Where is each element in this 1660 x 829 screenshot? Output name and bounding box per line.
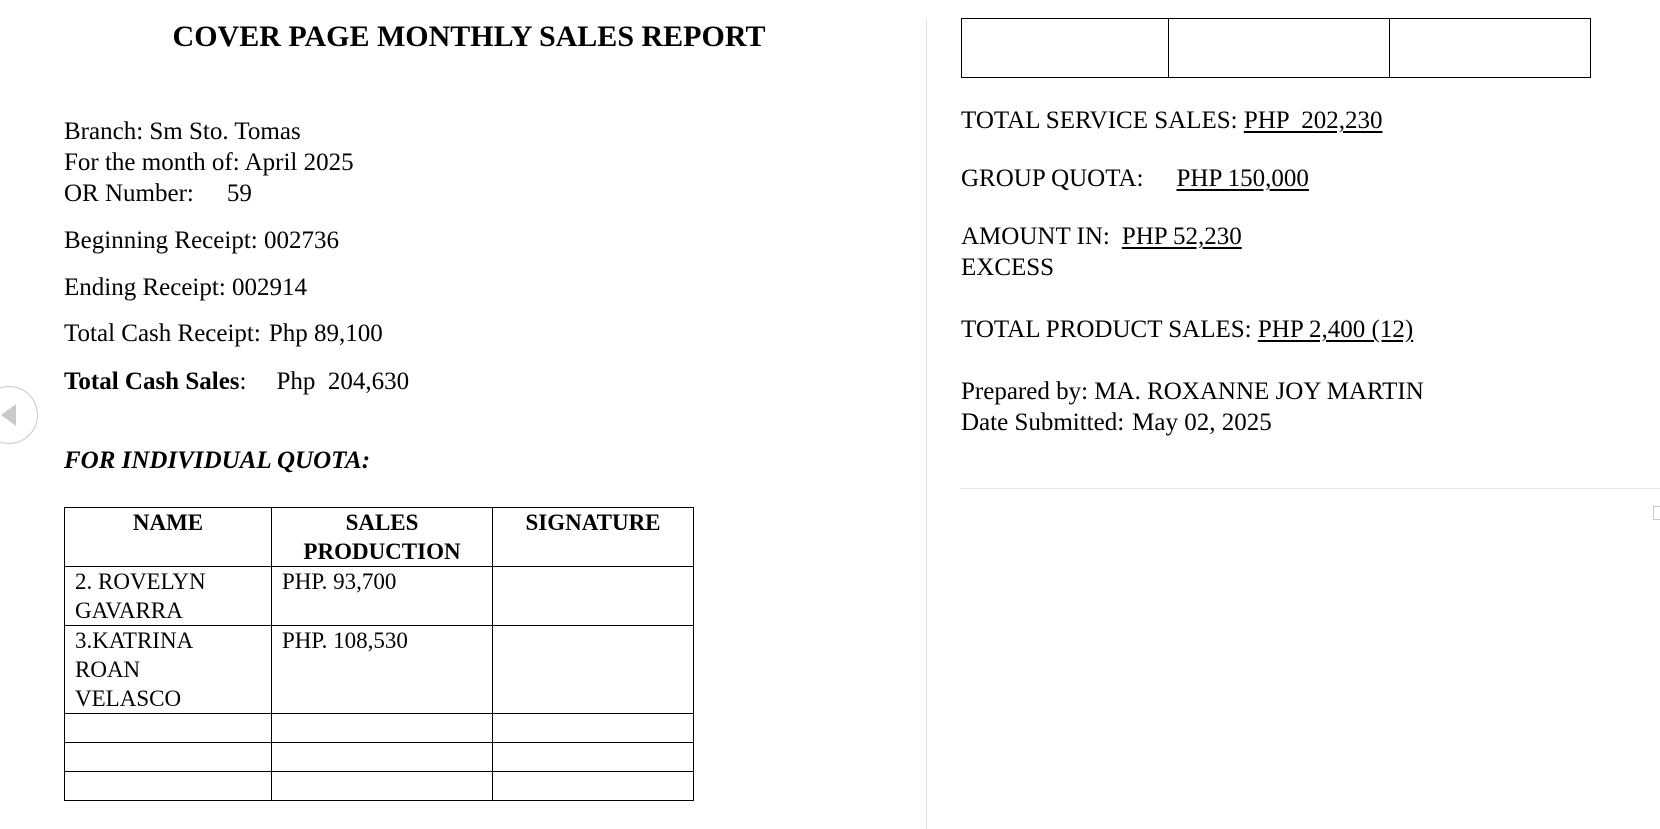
header-sales-line2: PRODUCTION: [303, 539, 461, 564]
or-number-line: [64, 178, 252, 209]
amount-in-line: [961, 221, 1242, 252]
date-submitted-value: May 02, 2025: [1132, 409, 1272, 436]
month-line: [64, 147, 354, 178]
name-cell: [65, 626, 272, 714]
section-divider: [961, 488, 1660, 489]
header-sales-line1: SALES: [345, 510, 419, 535]
amount-in-label: AMOUNT IN:: [961, 223, 1110, 250]
empty-cell: [272, 743, 493, 772]
branch-line: [64, 116, 301, 147]
total-cash-sales-colon: :: [239, 368, 247, 395]
individual-quota-table: [64, 507, 694, 801]
table-row: [65, 567, 694, 626]
name-line2: GAVARRA: [75, 598, 183, 623]
name-line1: 2. ROVELYN: [75, 569, 206, 594]
beginning-receipt-value: 002736: [263, 227, 339, 254]
empty-cell: [65, 714, 272, 743]
date-submitted-line: [961, 407, 1272, 438]
excess-label: EXCESS: [961, 254, 1055, 281]
amount-in-value: PHP 52,230: [1121, 223, 1242, 250]
total-cash-receipt-line: [64, 318, 383, 349]
carryover-table: [961, 18, 1591, 78]
prepared-by-value: MA. ROXANNE JOY MARTIN: [1094, 378, 1424, 405]
prepared-by-label: Prepared by:: [961, 378, 1089, 405]
empty-cell: [962, 19, 1169, 78]
ending-receipt-label: Ending Receipt:: [64, 274, 226, 301]
sales-cell: PHP. 93,700: [272, 567, 493, 626]
empty-cell: [65, 743, 272, 772]
chevron-left-icon[interactable]: [0, 386, 38, 444]
total-product-sales-line: [961, 314, 1413, 345]
total-service-sales-value: PHP 202,230: [1243, 107, 1383, 134]
empty-cell: [493, 714, 694, 743]
table-header-row: [65, 508, 694, 567]
total-cash-receipt-label: Total Cash Receipt:: [64, 320, 261, 347]
date-submitted-label: Date Submitted:: [961, 409, 1125, 436]
group-quota-value: PHP 150,000: [1176, 165, 1309, 192]
total-cash-sales-value: Php 204,630: [276, 368, 410, 395]
month-label: For the month of:: [64, 149, 240, 176]
empty-cell: [493, 743, 694, 772]
empty-cell: [1390, 19, 1591, 78]
table-row: [962, 19, 1591, 78]
ending-receipt-value: 002914: [232, 274, 308, 301]
branch-value: Sm Sto. Tomas: [149, 118, 301, 145]
or-number-label: OR Number:: [64, 180, 194, 207]
total-cash-receipt-value: Php 89,100: [268, 320, 383, 347]
empty-table-row: [65, 772, 694, 801]
ending-receipt-line: [64, 272, 307, 303]
signature-cell: [493, 567, 694, 626]
empty-cell: [493, 772, 694, 801]
group-quota-line: [961, 163, 1309, 194]
individual-quota-heading: FOR INDIVIDUAL QUOTA:: [64, 447, 371, 474]
total-service-sales-line: [961, 105, 1383, 136]
total-cash-sales-label: Total Cash Sales: [64, 368, 240, 395]
beginning-receipt-line: [64, 225, 339, 256]
prepared-by-line: [961, 376, 1424, 407]
or-number-value: 59: [226, 180, 252, 207]
total-service-sales-label: TOTAL SERVICE SALES:: [961, 107, 1238, 134]
edge-marker: [1653, 506, 1660, 520]
beginning-receipt-label: Beginning Receipt:: [64, 227, 258, 254]
signature-cell: [493, 626, 694, 714]
branch-label: Branch:: [64, 118, 144, 145]
month-value: April 2025: [244, 149, 354, 176]
report-title: COVER PAGE MONTHLY SALES REPORT: [172, 20, 766, 53]
group-quota-label: GROUP QUOTA:: [961, 165, 1144, 192]
total-product-sales-label: TOTAL PRODUCT SALES:: [961, 316, 1252, 343]
header-name: NAME: [65, 508, 272, 567]
empty-table-row: [65, 743, 694, 772]
total-cash-sales-line: [64, 366, 409, 397]
empty-cell: [1169, 19, 1390, 78]
header-sales-production: [272, 508, 493, 567]
header-signature: SIGNATURE: [493, 508, 694, 567]
empty-cell: [272, 714, 493, 743]
name-cell: [65, 567, 272, 626]
name-line2: ROAN: [75, 657, 141, 682]
name-line1: 3.KATRINA: [75, 628, 194, 653]
name-line3: VELASCO: [75, 686, 182, 711]
right-page: [927, 0, 1660, 829]
empty-cell: [65, 772, 272, 801]
total-product-sales-value: PHP 2,400 (12): [1257, 316, 1414, 343]
sales-cell: PHP. 108,530: [272, 626, 493, 714]
empty-table-row: [65, 714, 694, 743]
empty-cell: [272, 772, 493, 801]
table-row: [65, 626, 694, 714]
